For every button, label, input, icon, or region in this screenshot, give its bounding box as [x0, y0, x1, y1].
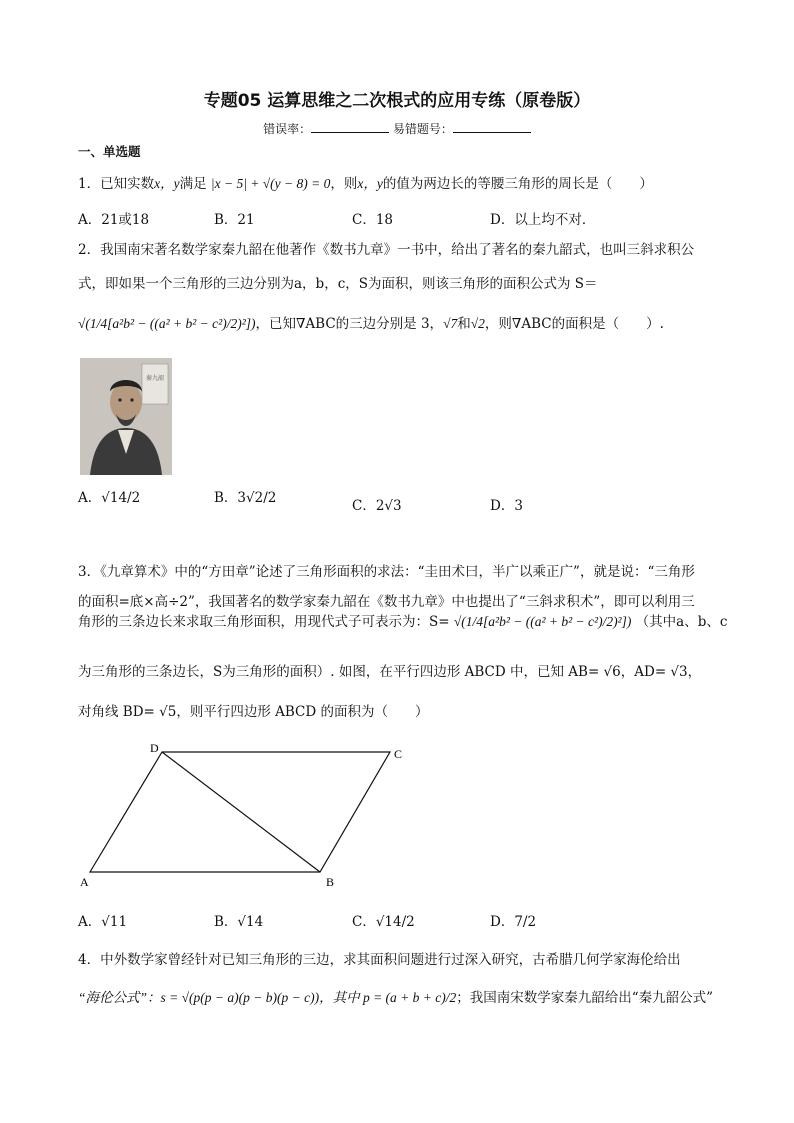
q4-number: 4． [78, 952, 101, 968]
section-title: 一、单选题 [78, 144, 141, 159]
q1-vars: x，y [154, 176, 180, 191]
stats-line [0, 120, 794, 137]
q3-formula: √(1/4[a²b² − ((a² + b² − c²)/2)²]) [453, 614, 632, 629]
q3-option-b[interactable]: B．√14 [214, 914, 264, 930]
parallelogram-svg [70, 740, 430, 890]
q2-option-c[interactable]: C．2√3 [352, 498, 402, 514]
q1-formula: |x − 5| + √(y − 8) = 0 [210, 176, 331, 191]
q4-line1 [78, 948, 681, 968]
q1-text-b: 满足 [179, 176, 207, 192]
q2-option-d[interactable]: D．3 [490, 498, 523, 514]
q1-text-c: ，则 [330, 176, 358, 192]
q3-option-d[interactable]: D．7/2 [490, 914, 537, 930]
page-title: 专题05 运算思维之二次根式的应用专练（原卷版） [203, 91, 591, 111]
q2-number: 2． [78, 242, 101, 258]
q4-line2 [78, 986, 713, 1006]
q4-line2-b: ；我国南宋数学家秦九韶给出“秦九韶公式” [456, 990, 714, 1006]
parallelogram-figure [70, 740, 430, 890]
easy-wrong-label: 易错题号： [392, 122, 453, 136]
q3-line1 [78, 560, 695, 580]
q1-number: 1． [78, 176, 101, 192]
q2-line3 [78, 312, 664, 332]
q3-number: 3． [78, 564, 101, 580]
q2-line3-e: ，则∇ABC的面积是（ ）. [484, 316, 664, 332]
q3-line3 [78, 610, 727, 630]
easy-wrong-blank[interactable] [453, 122, 531, 133]
q2-option-b[interactable]: B．3√2/2 [214, 490, 277, 506]
q2-line3-a: ，已知∇ABC的三边分别是 3， [255, 316, 444, 332]
q3-line1-text: 《九章算术》中的“方田章”论述了三角形面积的求法：“圭田术曰，半广以乘正广”，就是说：“三角形 [100, 564, 695, 580]
q3-option-c[interactable]: C．√14/2 [352, 914, 415, 930]
vertex-d-label: D [150, 741, 159, 755]
q4-heron-formula: “海伦公式”：s = √(p(p − a)(p − b)(p − c))，其中 p = (a + b + c)/2 [78, 990, 457, 1005]
error-rate-blank[interactable] [311, 122, 389, 133]
vertex-c-label: C [394, 747, 403, 761]
q1-stem [78, 172, 653, 192]
portrait-image [80, 358, 172, 475]
q3-line5: 对角线 BD= √5，则平行四边形 ABCD 的面积为（ ） [78, 704, 429, 720]
q1-text-a: 已知实数 [100, 176, 155, 192]
q1-vars2: x，y [357, 176, 383, 191]
q2-root2: √2 [470, 316, 485, 331]
q2-root7: √7 [443, 316, 458, 331]
error-rate-label: 错误率： [263, 122, 312, 136]
diagonal-bd [162, 752, 320, 872]
q1-option-a[interactable]: A．21或18 [78, 212, 150, 228]
q1-option-c[interactable]: C．18 [352, 212, 394, 228]
q1-option-d[interactable]: D．以上均不对． [490, 212, 596, 228]
q3-line4: 为三角形的三条边长，S为三角形的面积）. 如图，在平行四边形 ABCD 中，已知 AB= √6，AD= √3， [78, 664, 702, 680]
parallelogram-shape [90, 752, 390, 872]
q3-line3-b: （其中a、b、c [635, 614, 728, 630]
q1-option-b[interactable]: B．21 [214, 212, 255, 228]
q3-option-a[interactable]: A．√11 [78, 914, 128, 930]
q4-line1-text: 中外数学家曾经针对已知三角形的三边，求其面积问题进行过深入研究，古希腊几何学家海伦给出 [100, 952, 681, 968]
q2-formula: √(1/4[a²b² − ((a² + b² − c²)/2)²]) [78, 316, 256, 331]
q2-line3-c: 和 [457, 316, 471, 332]
q2-line1 [78, 238, 694, 258]
q3-line3-a: 角形的三条边长来求取三角形面积，用现代式子可表示为：S= [78, 614, 450, 630]
qin-jiushao-portrait [80, 358, 172, 475]
q2-option-a[interactable]: A．√14/2 [78, 490, 141, 506]
vertex-a-label: A [80, 875, 89, 889]
portrait-caption: 秦九韶 [145, 376, 165, 382]
q2-line2: 式，即如果一个三角形的三边分别为a，b，c，S为面积，则该三角形的面积公式为 S＝ [78, 276, 598, 292]
q1-text-d: 的值为两边长的等腰三角形的周长是（ ） [382, 176, 653, 192]
vertex-b-label: B [326, 875, 335, 889]
q2-line1-text: 我国南宋著名数学家秦九韶在他著作《数书九章》一书中，给出了著名的秦九韶式，也叫三斜求积公 [100, 242, 695, 258]
q3-line2: 的面积=底×高÷2”，我国著名的数学家秦九韶在《数书九章》中也提出了“三斜求积术”，即可以利用三 [78, 594, 695, 610]
